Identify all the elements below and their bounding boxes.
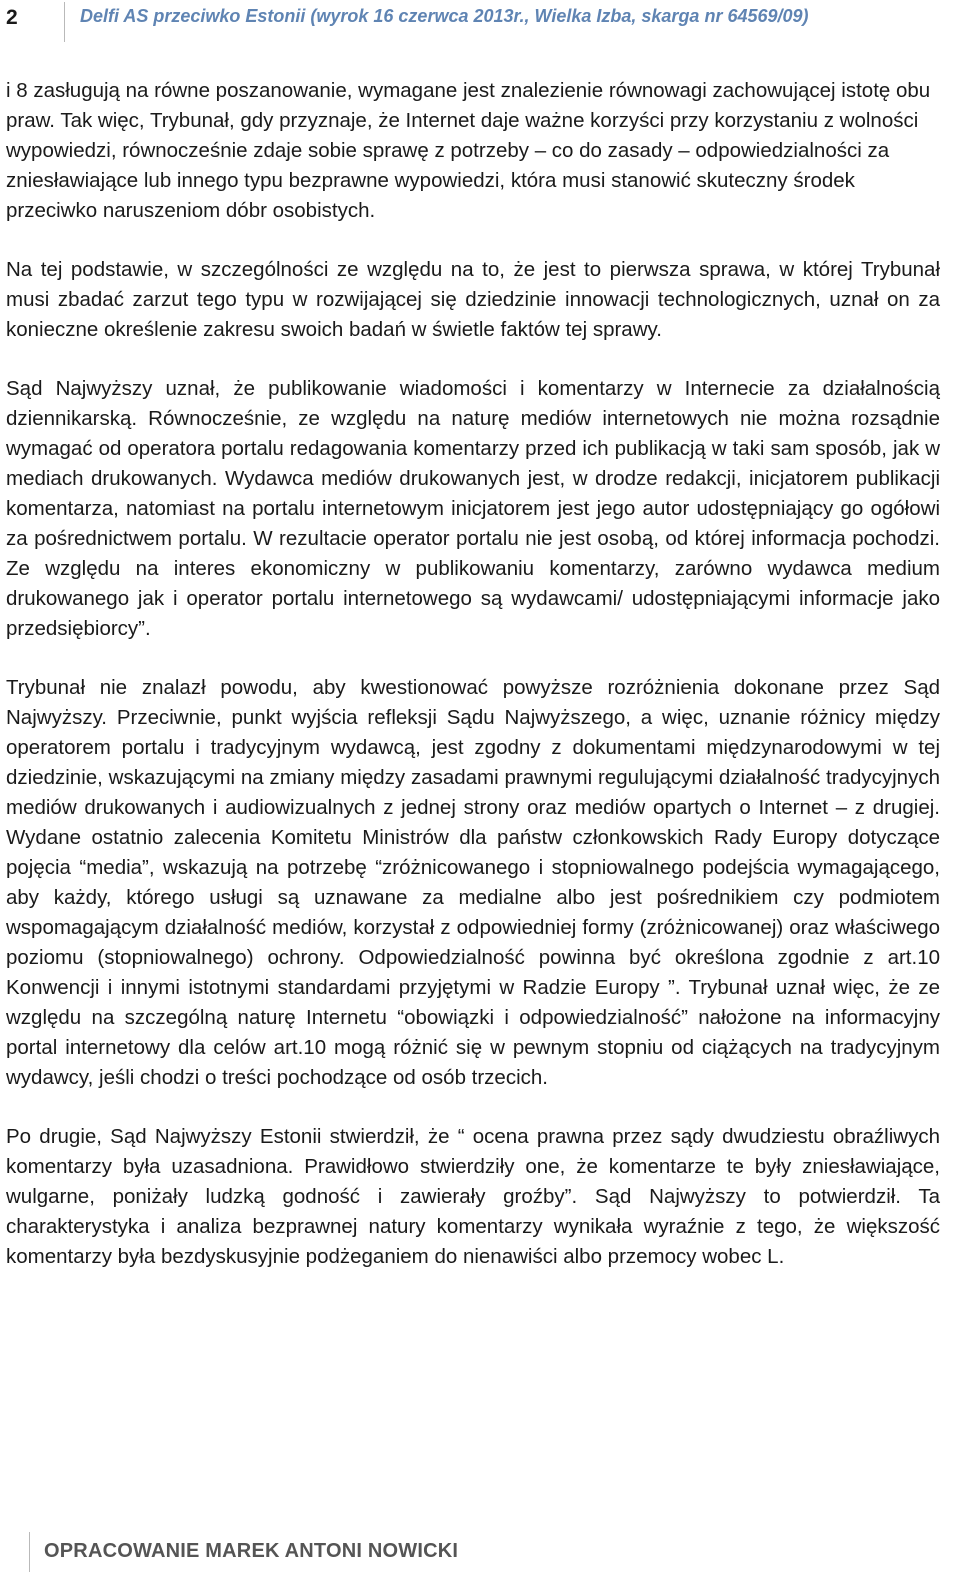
page-footer [0, 1530, 960, 1577]
paragraph-5: Po drugie, Sąd Najwyższy Estonii stwierdził, że “ ocena prawna przez sądy dwudziestu obraźliwych komentarzy była uzasadniona. Prawidłowo stwierdziły one, że komentarze te były zniesławiające, wulgarne, poniżały ludzką godność i zawierały groźby”. Sąd Najwyższy to potwierdził. Ta charakterystyka i analiza bezprawnej natury komentarzy wynikała wyraźnie z tego, że większość komentarzy była bezdyskusyjnie podżeganiem do nienawiści albo przemocy wobec L. [6, 1125, 940, 1268]
paragraph-1: i 8 zasługują na równe poszanowanie, wymagane jest znalezienie równowagi zachowującej istotę obu praw. Tak więc, Trybunał, gdy przyznaje, że Internet daje ważne korzyści przy korzystaniu z wolności wypowiedzi, równocześnie zdaje sobie sprawę z potrzeby – co do zasady – odpowiedzialności za zniesławiające lub innego typu bezprawne wypowiedzi, która musi stanowić skuteczny środek przeciwko naruszeniom dóbr osobistych. [6, 79, 931, 222]
document-body [6, 76, 940, 1272]
page-number: 2 [6, 6, 18, 29]
running-header-title: Delfi AS przeciwko Estonii (wyrok 16 czerwca 2013r., Wielka Izba, skarga nr 64569/09) [80, 6, 809, 26]
page-header [0, 0, 960, 44]
footer-divider [29, 1532, 30, 1572]
paragraph-3: Sąd Najwyższy uznał, że publikowanie wiadomości i komentarzy w Internecie za działalnością dziennikarską. Równocześnie, ze względu na naturę mediów internetowych nie można rozsądnie wymagać od operatora portalu redagowania komentarzy przed ich publikacją w taki sam sposób, jak w mediach drukowanych. Wydawca mediów drukowanych jest, w drodze redakcji, inicjatorem publikacji komentarza, natomiast na portalu internetowym inicjatorem jest jego autor udostępniający go ogółowi za pośrednictwem portalu. W rezultacie operator portalu nie jest osobą, od której informacja pochodzi. Ze względu na interes ekonomiczny w publikowaniu komentarzy, zarówno wydawca medium drukowanego jak i operator portalu internetowego są wydawcami/ udostępniającymi informacje jako przedsiębiorcy”. [6, 377, 940, 640]
paragraph-4: Trybunał nie znalazł powodu, aby kwestionować powyższe rozróżnienia dokonane przez Sąd Najwyższy. Przeciwnie, punkt wyjścia refleksji Sądu Najwyższego, a więc, uznanie różnicy między operatorem portalu i tradycyjnym wydawcą, jest zgodny z dokumentami międzynarodowymi w tej dziedzinie, wskazującymi na zmiany między zasadami prawnymi regulującymi działalność tradycyjnych mediów drukowanych i audiowizualnych z jednej strony oraz mediów opartych o Internet – z drugiej. Wydane ostatnio zalecenia Komitetu Ministrów dla państw członkowskich Rady Europy dotyczące pojęcia “media”, wskazują na potrzebę “zróżnicowanego i stopniowalnego podejścia wymagającego, aby każdy, którego usługi są uznawane za medialne albo jest pośrednikiem czy podmiotem wspomagającym działalność mediów, korzystał z odpowiedniej formy (zróżnicowanej) oraz właściwego poziomu (stopniowalnego) ochrony. Odpowiedzialność powinna być określona zgodnie z art.10 Konwencji i innymi istotnymi standardami przyjętymi w Radzie Europy ”. Trybunał uznał więc, że ze względu na szczególną naturę Internetu “obowiązki i odpowiedzialność” nałożone na informacyjny portal internetowy dla celów art.10 mogą różnić się w pewnym stopniu od ciążących na tradycyjnym wydawcy, jeśli chodzi o treści pochodzące od osób trzecich. [6, 676, 940, 1089]
header-divider [64, 2, 65, 42]
footer-author: OPRACOWANIE MAREK ANTONI NOWICKI [44, 1540, 459, 1562]
paragraph-2: Na tej podstawie, w szczególności ze względu na to, że jest to pierwsza sprawa, w której Trybunał musi zbadać zarzut tego typu w rozwijającej się dziedzinie innowacji technologicznych, uznał on za konieczne określenie zakresu swoich badań w świetle faktów tej sprawy. [6, 258, 940, 341]
